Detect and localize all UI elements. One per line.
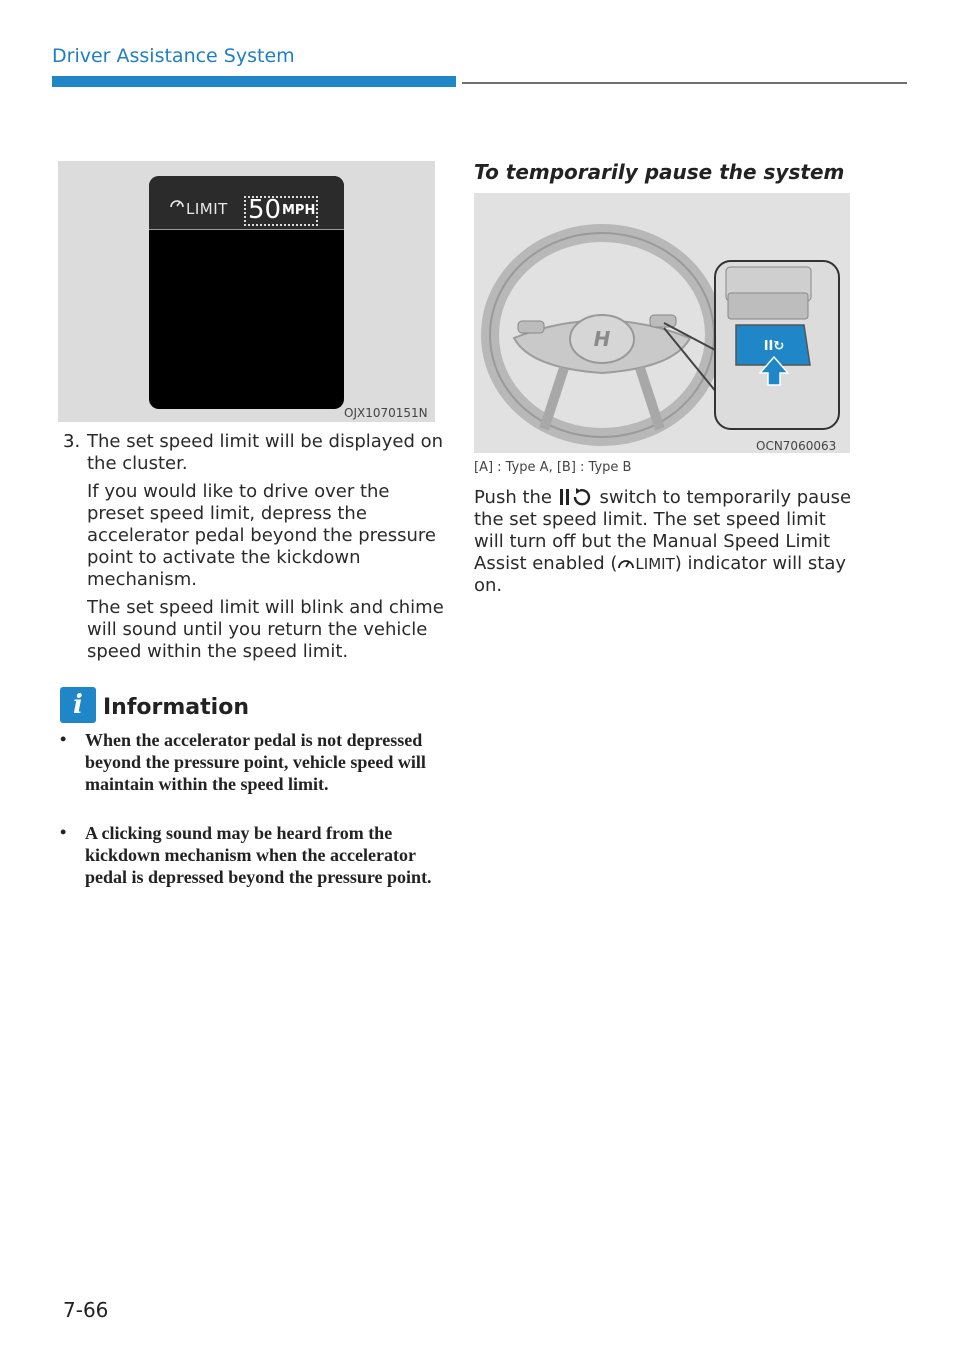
header-accent-bar xyxy=(52,76,456,87)
set-speed-unit: MPH xyxy=(282,203,316,218)
limit-indicator-label: LIMIT xyxy=(635,555,675,573)
figure2-caption: [A] : Type A, [B] : Type B xyxy=(474,460,632,475)
step3-text: The set speed limit will be displayed on the cluster. xyxy=(87,431,444,474)
limit-label: LIMIT xyxy=(186,200,228,218)
figure1-code: OJX1070151N xyxy=(344,406,428,420)
page-number: 7-66 xyxy=(63,1298,109,1322)
figure2-code: OCN7060063 xyxy=(756,439,837,453)
information-title: Information xyxy=(103,695,249,720)
steering-wheel-figure xyxy=(474,193,850,453)
cluster-screen xyxy=(149,176,344,409)
info-bullet-2: A clicking sound may be heard from the kickdown mechanism when the accelerator pedal is depressed beyond the pressure point. xyxy=(85,823,432,887)
step3-paragraph-2: If you would like to drive over the preset speed limit, depress the accelerator pedal beyond the pressure point to activate the kickdown mechanism. xyxy=(87,481,437,590)
steering-wheel-illustration xyxy=(474,193,850,453)
info-bullet-1: When the accelerator pedal is not depressed beyond the pressure point, vehicle speed will maintain within the speed limit. xyxy=(85,730,426,794)
step-number: 3. xyxy=(63,431,81,452)
pause-instructions: Push the switch to temporarily pause the set speed limit. The set speed limit will turn off but the Manual Speed Limit Assist enabled ( LIMIT) indicator will stay on. xyxy=(474,487,852,596)
cluster-divider xyxy=(149,229,344,230)
set-speed-value: 50 xyxy=(248,195,282,225)
bullet-marker: • xyxy=(60,729,67,749)
step3-paragraph-3: The set speed limit will blink and chime will sound until you return the vehicle speed within the speed limit. xyxy=(87,597,444,662)
bullet-marker: • xyxy=(60,822,67,842)
svg-text:H: H xyxy=(593,327,611,351)
speed-limit-gauge-icon xyxy=(169,196,185,212)
pause-resume-icon xyxy=(558,487,594,507)
section-header-title: Driver Assistance System xyxy=(52,45,295,67)
information-icon: i xyxy=(60,687,96,723)
header-divider-line xyxy=(462,82,907,84)
speed-limit-gauge-icon xyxy=(617,555,635,573)
svg-text:II↻: II↻ xyxy=(763,339,785,354)
section-title: To temporarily pause the system xyxy=(474,160,845,184)
cluster-display-figure xyxy=(58,161,435,422)
